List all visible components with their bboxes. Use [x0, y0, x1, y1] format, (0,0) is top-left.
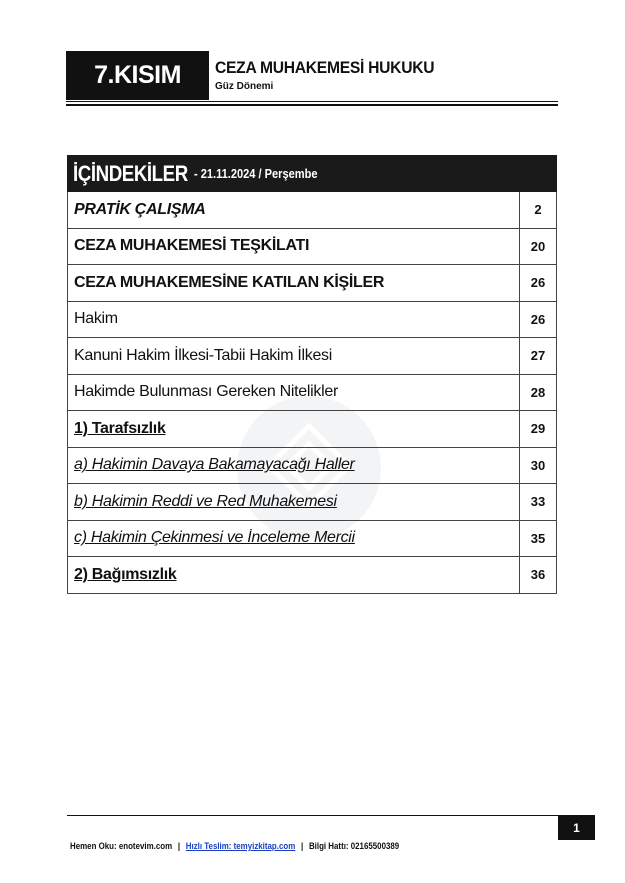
header-rule-thick [66, 104, 558, 106]
toc-row-page: 28 [530, 384, 546, 400]
toc-row-title: PRATİK ÇALIŞMA [68, 192, 520, 228]
toc-row-page: 33 [530, 494, 546, 510]
toc-heading [67, 155, 557, 192]
toc-row-title: Kanuni Hakim İlkesi-Tabii Hakim İlkesi [68, 338, 520, 374]
toc-row[interactable] [67, 448, 557, 485]
toc-row-page: 27 [530, 348, 546, 364]
toc-row-title: Hakim [68, 302, 520, 338]
toc-row[interactable] [67, 375, 557, 412]
fast-delivery-link[interactable]: Hızlı Teslim: temyizkitap.com [185, 841, 296, 851]
toc-row[interactable] [67, 192, 557, 229]
footer-separator: | [177, 841, 181, 851]
toc-row[interactable] [67, 521, 557, 558]
toc-row-title: c) Hakimin Çekinmesi ve İnceleme Mercii [68, 521, 520, 557]
toc-row-title: b) Hakimin Reddi ve Red Muhakemesi [68, 484, 520, 520]
toc-row[interactable] [67, 411, 557, 448]
footer-links [70, 841, 399, 851]
table-of-contents [67, 155, 557, 594]
footer-rule [67, 815, 558, 816]
toc-row-page: 36 [530, 567, 546, 583]
header-rule-thin [66, 101, 558, 102]
toc-row-title: 1) Tarafsızlık [68, 411, 520, 447]
toc-row[interactable] [67, 557, 557, 594]
toc-row-title: Hakimde Bulunması Gereken Nitelikler [68, 375, 520, 411]
toc-row-page: 29 [530, 421, 546, 437]
toc-row[interactable] [67, 338, 557, 375]
toc-row-title: CEZA MUHAKEMESİ TEŞKİLATI [68, 229, 520, 265]
toc-row-title: 2) Bağımsızlık [68, 557, 520, 593]
toc-date: - 21.11.2024 / Perşembe [194, 166, 318, 181]
page-header [66, 51, 558, 107]
toc-row-title: a) Hakimin Davaya Bakamayacağı Haller [68, 448, 520, 484]
footer-separator: | [300, 841, 304, 851]
toc-row[interactable] [67, 229, 557, 266]
toc-row-page: 26 [530, 311, 546, 327]
toc-row[interactable] [67, 302, 557, 339]
term-label: Güz Dönemi [215, 81, 274, 92]
course-title: CEZA MUHAKEMESİ HUKUKU [215, 58, 435, 77]
info-line: Bilgi Hattı: 02165500389 [308, 841, 400, 851]
toc-row-title: CEZA MUHAKEMESİNE KATILAN KİŞİLER [68, 265, 520, 301]
toc-row[interactable] [67, 265, 557, 302]
toc-row-page: 26 [530, 275, 546, 291]
toc-row[interactable] [67, 484, 557, 521]
toc-row-page: 30 [530, 457, 546, 473]
part-label: 7.KISIM [66, 51, 209, 100]
toc-title: İÇİNDEKİLER [73, 160, 188, 186]
toc-row-page: 35 [530, 530, 546, 546]
toc-row-page: 2 [534, 202, 542, 218]
toc-row-page: 20 [530, 238, 546, 254]
page-number: 1 [558, 815, 595, 840]
read-label: Hemen Oku: enotevim.com [70, 841, 173, 851]
